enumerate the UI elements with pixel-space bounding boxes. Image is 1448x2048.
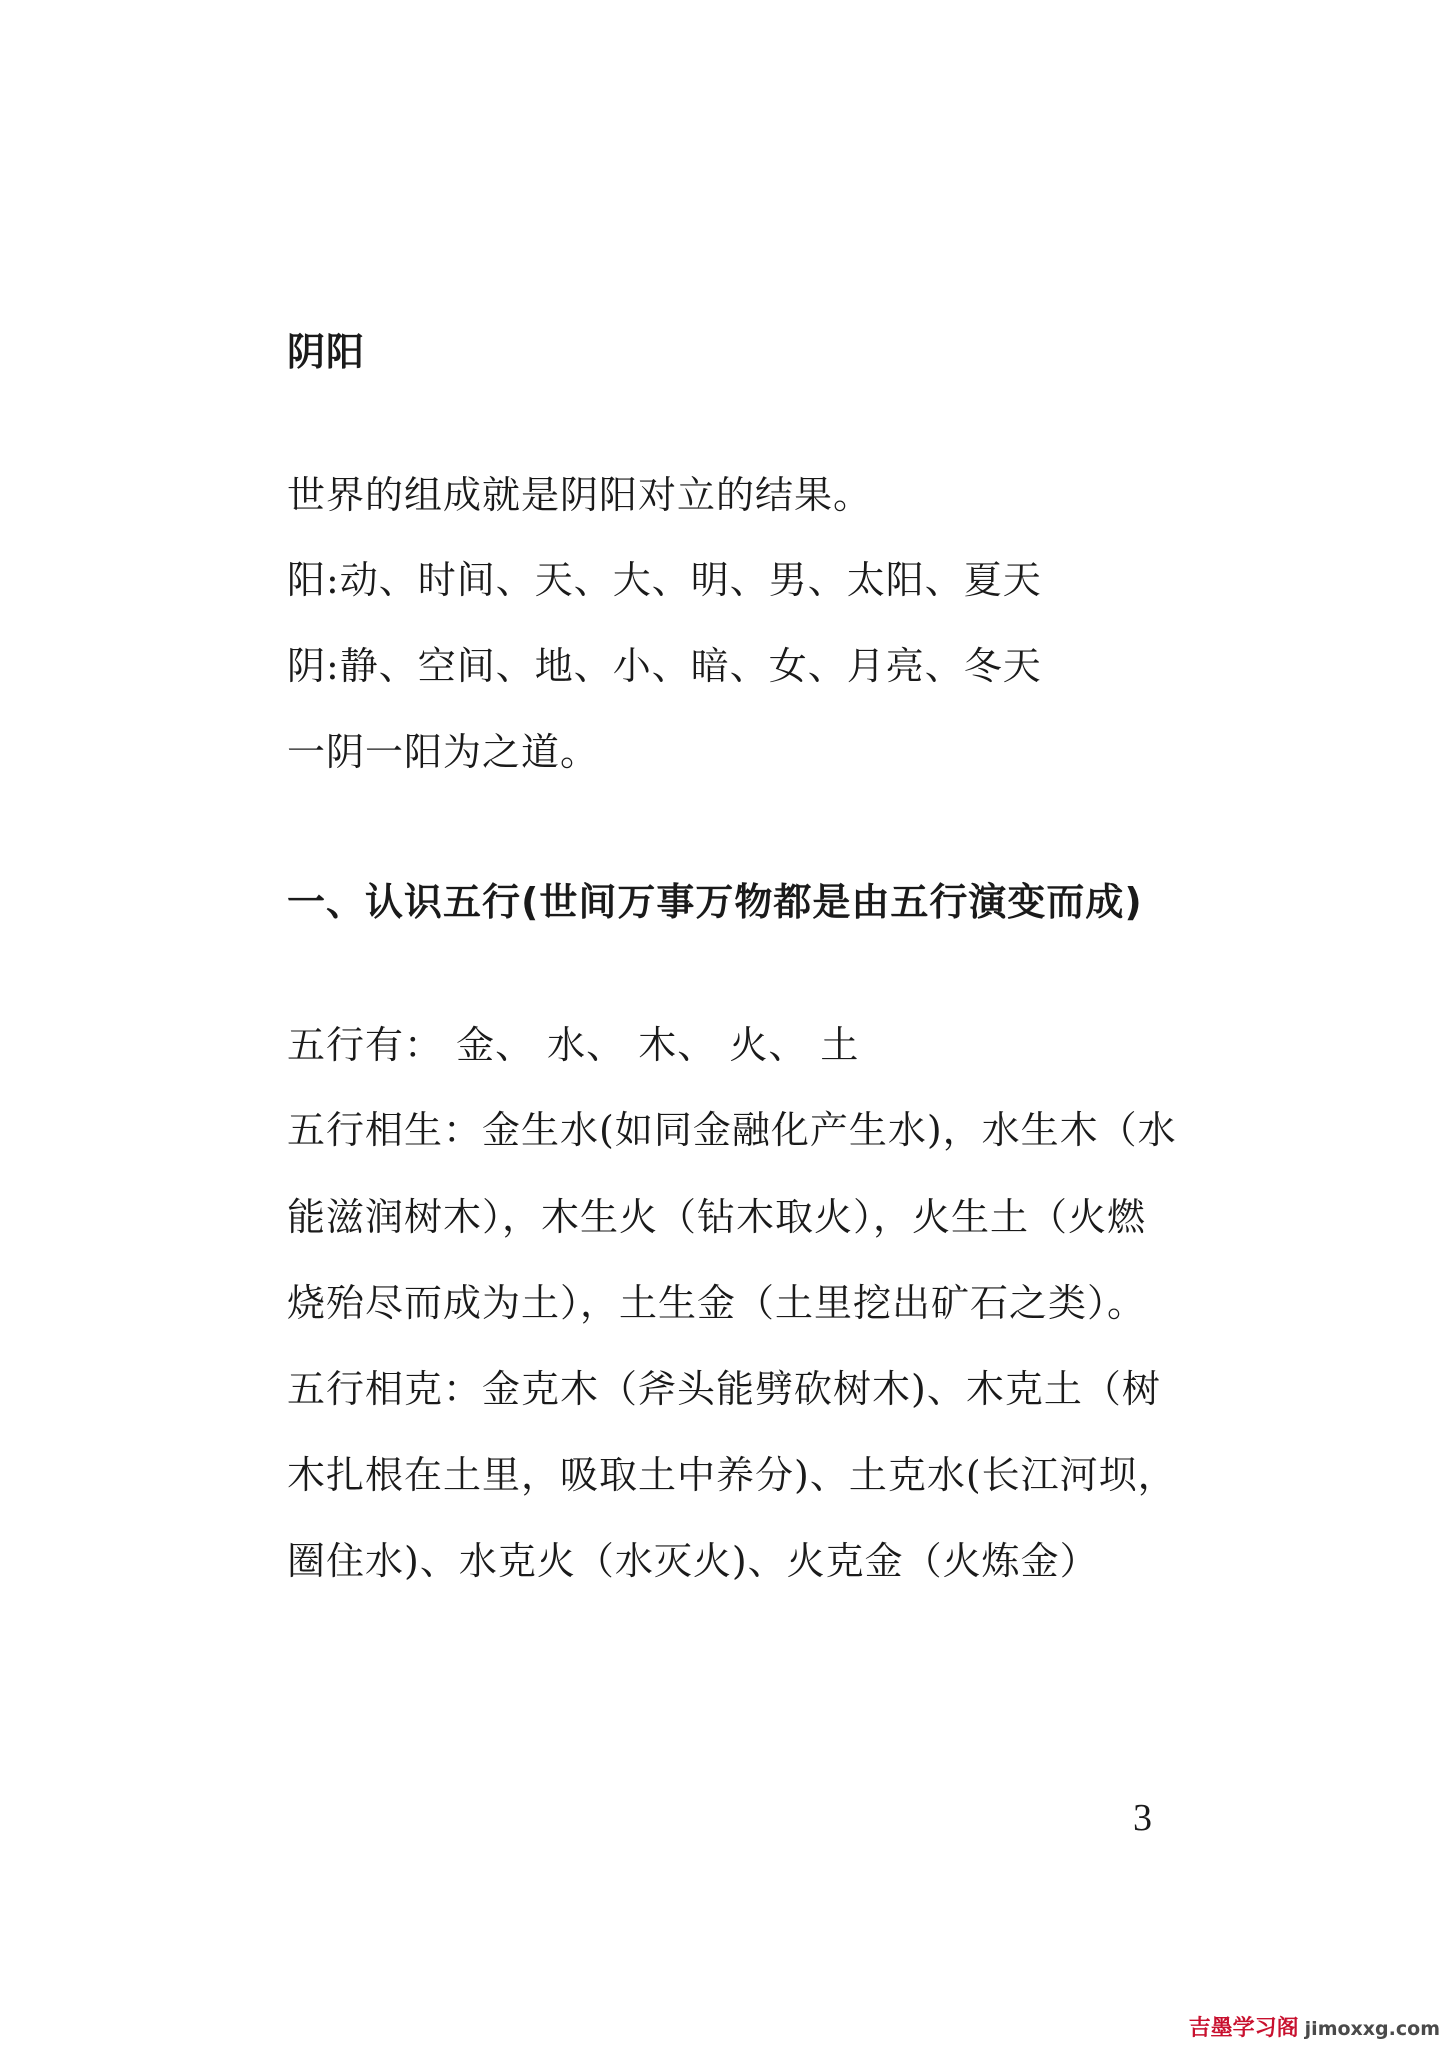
- paragraph-line: 圈住水)、水克火（水灭火)、火克金（火炼金）: [287, 1539, 1099, 1583]
- paragraph-line: 阳:动、时间、天、大、明、男、太阳、夏天: [287, 558, 1042, 602]
- paragraph-line: 五行相克：金克木（斧头能劈砍树木)、木克土（树: [287, 1367, 1161, 1411]
- paragraph-line: 烧殆尽而成为土），土生金（土里挖出矿石之类）。: [287, 1281, 1147, 1325]
- paragraph-line: 世界的组成就是阴阳对立的结果。: [287, 473, 873, 517]
- watermark: [1189, 2016, 1440, 2042]
- paragraph-line: 阴:静、空间、地、小、暗、女、月亮、冬天: [287, 644, 1042, 688]
- page-number: 3: [1133, 1797, 1152, 1839]
- paragraph-line: 五行有： 金、 水、 木、 火、 土: [287, 1023, 860, 1067]
- watermark-name: 吉墨学习阁: [1188, 2016, 1299, 2041]
- paragraph-line: 五行相生：金生水(如同金融化产生水)，水生木（水: [287, 1108, 1177, 1152]
- paragraph-line: 木扎根在土里，吸取土中养分)、土克水(长江河坝，: [287, 1453, 1177, 1497]
- paragraph-line: 能滋润树木），木生火（钻木取火），火生土（火燃: [287, 1195, 1147, 1239]
- section-title-yinyang: 阴阳: [287, 330, 366, 374]
- paragraph-line: 一阴一阳为之道。: [287, 730, 600, 774]
- section-title-wuxing: 一、认识五行(世间万事万物都是由五行演变而成): [287, 880, 1143, 924]
- watermark-url: jimoxxg.com: [1304, 2018, 1440, 2040]
